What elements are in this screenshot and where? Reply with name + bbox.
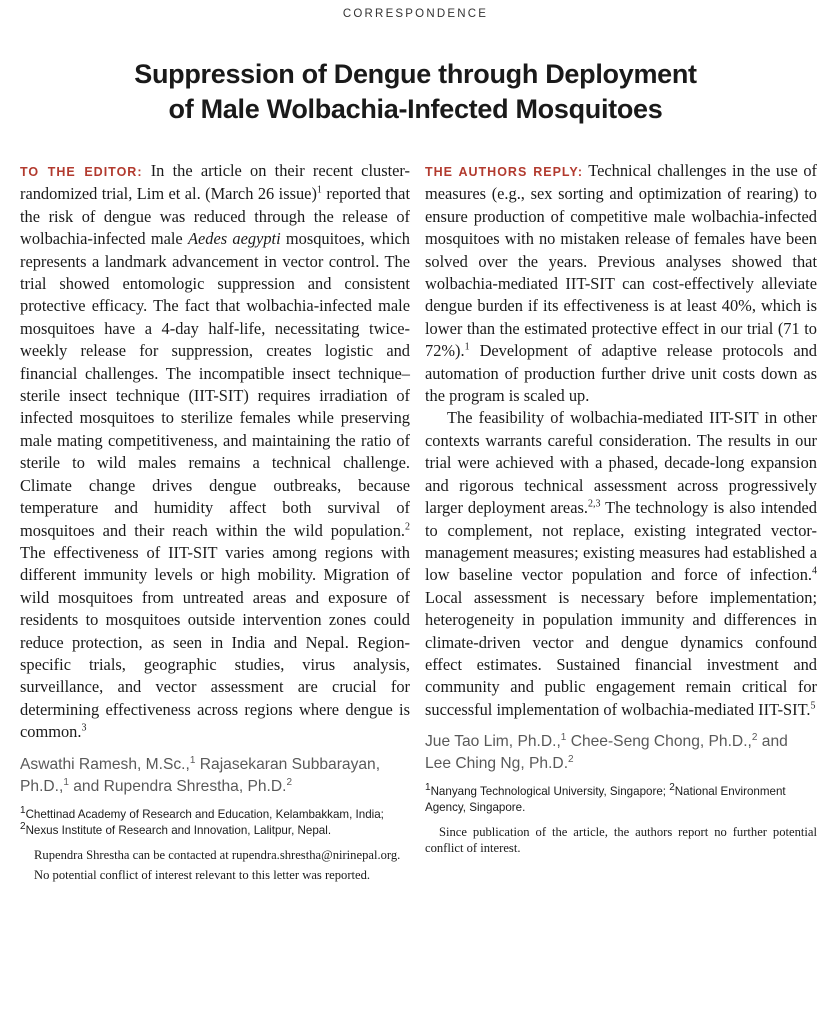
ref-mark: 2,3 xyxy=(587,498,601,510)
species-name: Aedes aegypti xyxy=(187,229,281,249)
contact-note: Rupendra Shrestha can be contacted at rupendra.shrestha@nirinepal.org. xyxy=(34,847,401,862)
section-label: CORRESPONDENCE xyxy=(342,8,489,20)
affiliation-text: Nanyang Technological University, Singapore; xyxy=(430,785,670,799)
ref-mark: 1 xyxy=(316,184,322,196)
affiliation-text: Chettinad Academy of Research and Education, Kelambakkam, India; xyxy=(25,807,384,821)
affiliation-mark: 2 xyxy=(286,776,293,788)
article-title xyxy=(0,57,831,127)
affiliation-mark: 1 xyxy=(20,804,26,816)
title-line-2: of Male Wolbachia-Infected Mosquitoes xyxy=(168,94,663,124)
letter-authors xyxy=(20,754,410,798)
ref-mark: 5 xyxy=(810,700,816,712)
affiliation-mark: 2 xyxy=(20,820,26,832)
ref-mark: 3 xyxy=(81,722,87,734)
ref-mark: 1 xyxy=(464,341,470,353)
affiliation-mark: 2 xyxy=(568,753,574,765)
reply-paragraph-1 xyxy=(425,160,817,407)
reply-affiliations xyxy=(425,784,817,816)
affiliation-mark: 2 xyxy=(669,782,675,794)
affiliation-text: National Environment Agency, Singapore. xyxy=(425,785,786,815)
letter-text-c: mosquitoes, which represents a landmark advancement in vector control. The trial showed entomologic suppression and consistent protective efficacy. The fact that wolbachia-infected male mosquitoes have a 4-day half-life, necessitating twice-weekly release for suppression, creates logistic and financial challenges. The incompatible insect technique–sterile insect technique (IIT-SIT) requires irradiation of infected mosquitoes to sterilize females while preserving male mating competitiveness, and maintaining the ratio of sterile to wild males remains a technical challenge. Climate change drives dengue outbreaks, because temperature and humidity affect both survival of mosquitoes and their reach within the wild population. xyxy=(20,229,410,540)
letter-text-a: In the article on their recent cluster-randomized trial, Lim et al. (March 26 issue) xyxy=(20,161,410,204)
reply-lead: THE AUTHORS REPLY: xyxy=(425,165,583,179)
reply-conflict-note: Since publication of the article, the authors report no further potential conflict of interest. xyxy=(425,825,817,856)
reply-text: The feasibility of wolbachia-mediated IIT-SIT in other contexts warrants careful consideration. The results in our trial were achieved with a phased, decade-long expansion and rigorous technical assessment across progressively larger deployment areas. xyxy=(425,408,817,518)
author-name: Rajasekaran Subbarayan, Ph.D., xyxy=(20,755,381,795)
reply-text: Technical challenges in the use of measures (e.g., sex sorting and optimization of rearing) to ensure production of competitive male wolbachia-infected mosquitoes with no mistaken release of females have been solved over the years. Previous analyses showed that wolbachia-mediated IIT-SIT can cost-effectively alleviate dengue burden if its effectiveness is at least 40%, which is lower than the estimated protective effect in our trial (71 to 72%). xyxy=(425,161,817,361)
reply-paragraph-2 xyxy=(425,407,817,721)
letter-text-b: reported that the risk of dengue was reduced through the release of wolbachia-infected male xyxy=(20,184,410,249)
affiliation-mark: 1 xyxy=(560,731,567,743)
reply-column xyxy=(425,160,817,856)
letter-affiliations xyxy=(20,804,410,839)
affiliation-mark: 1 xyxy=(425,782,431,794)
affiliation-mark: 1 xyxy=(63,776,69,788)
affiliation-mark: 2 xyxy=(751,731,758,743)
affiliation-text: Nexus Institute of Research and Innovation, Lalitpur, Nepal. xyxy=(25,823,332,837)
author-name: Jue Tao Lim, Ph.D., xyxy=(425,733,561,751)
letter-column xyxy=(20,160,410,883)
author-name: Chee-Seng Chong, Ph.D., xyxy=(566,733,752,751)
affiliation-mark: 1 xyxy=(189,754,196,766)
reply-text: Development of adaptive release protocols and automation of production further drive unit costs down as the program is scaled up. xyxy=(425,341,817,406)
reply-authors xyxy=(425,731,817,775)
author-name: and Rupendra Shrestha, Ph.D. xyxy=(68,777,287,795)
reply-text: The technology is also intended to complement, not replace, existing integrated vector-management measures; existing measures had established a low baseline vector population and force of infection. xyxy=(425,498,817,585)
title-line-1: Suppression of Dengue through Deployment xyxy=(134,59,697,89)
author-name: and Lee Ching Ng, Ph.D. xyxy=(425,733,788,773)
letter-body xyxy=(20,160,410,744)
author-name: Aswathi Ramesh, M.Sc., xyxy=(20,755,190,773)
letter-text-d: The effectiveness of IIT-SIT varies among regions with different immunity levels or high mobility. Migration of wild mosquitoes from untreated areas and exposure of residents to mosquitoes outside intervention zones could reduce protection, as seen in India and Nepal. Region-specific trials, geographic studies, virus analysis, surveillance, and vector assessment are crucial for determining effectiveness across regions where dengue is common. xyxy=(20,542,410,742)
ref-mark: 4 xyxy=(812,565,817,577)
ref-mark: 2 xyxy=(405,521,410,533)
letter-lead: TO THE EDITOR: xyxy=(20,165,143,179)
conflict-note: No potential conflict of interest relevant to this letter was reported. xyxy=(34,867,371,882)
reply-text: Local assessment is necessary before implementation; heterogeneity in population immunity and differences in climate-driven vector and dengue dynamics confound effect estimates. Sustained financial investment and community and public engagement remain critical for successful implementation of wolbachia-mediated IIT-SIT. xyxy=(425,587,817,719)
